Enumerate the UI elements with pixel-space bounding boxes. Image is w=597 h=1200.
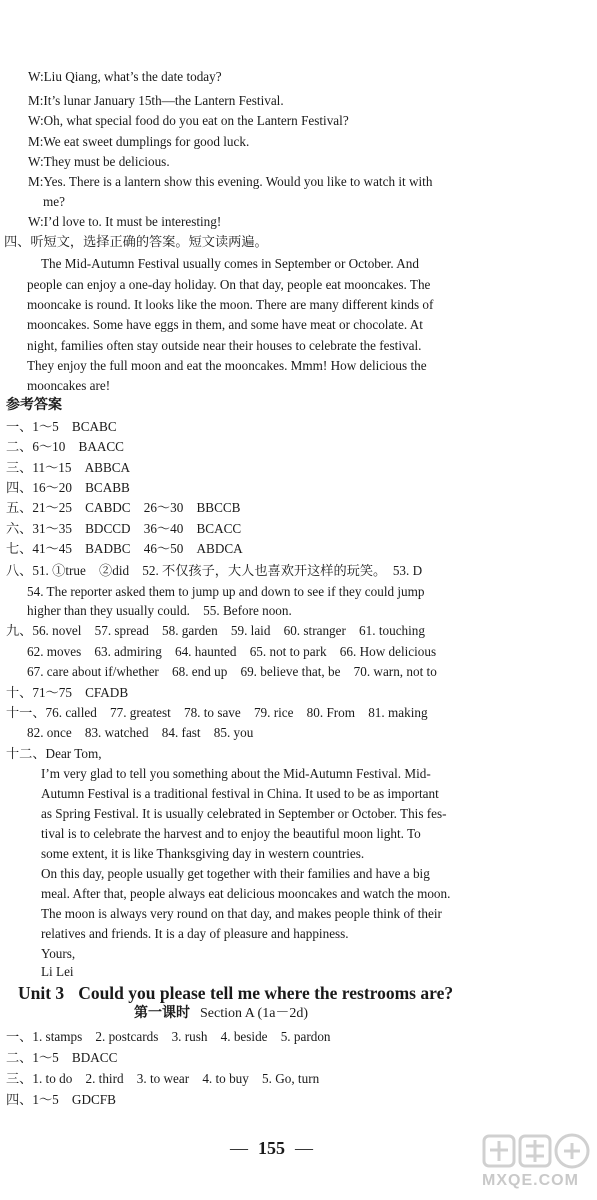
answer-line: 67. care about if/whether 68. end up 69. believe that, be 70. warn, not to bbox=[27, 664, 437, 679]
letter-line: meal. After that, people always eat delicious mooncakes and watch the moon. bbox=[41, 886, 451, 901]
dialogue-line: M:It’s lunar January 15th—the Lantern Festival. bbox=[28, 93, 284, 108]
letter-line: as Spring Festival. It is usually celebrated in September or October. This fes- bbox=[41, 806, 447, 821]
answer-line: 82. once 83. watched 84. fast 85. you bbox=[27, 725, 254, 740]
answer-line: 一、1～5 BCABC bbox=[6, 419, 117, 434]
letter-line: The moon is always very round on that day, and makes people think of their bbox=[41, 906, 442, 921]
dialogue-line: M:Yes. There is a lantern show this evening. Would you like to watch it with bbox=[28, 174, 433, 189]
answer-line: 七、41～45 BADBC 46～50 ABDCA bbox=[6, 541, 243, 556]
lesson-label: 第一课时 bbox=[134, 1006, 190, 1021]
page-number-value: 155 bbox=[258, 1138, 285, 1158]
unit-answer-line: 四、1～5 GDCFB bbox=[6, 1092, 116, 1107]
answer-site-logo-icon bbox=[478, 1130, 593, 1176]
page-number: — 155 — bbox=[230, 1138, 313, 1158]
passage-line: mooncakes are! bbox=[27, 378, 111, 393]
answer-line: higher than they usually could. 55. Before noon. bbox=[27, 603, 292, 618]
section-title: 四、听短文，选择正确的答案。短文读两遍。 bbox=[4, 234, 268, 249]
letter-line: Li Lei bbox=[41, 964, 74, 979]
watermark-site-text: MXQE.COM bbox=[482, 1172, 579, 1189]
dialogue-line: W:Oh, what special food do you eat on the Lantern Festival? bbox=[28, 113, 349, 128]
answer-line: 二、6～10 BAACC bbox=[6, 439, 124, 454]
unit-label: Unit 3 bbox=[18, 983, 65, 1003]
letter-line: tival is to celebrate the harvest and to enjoy the beautiful moon light. To bbox=[41, 826, 421, 841]
passage-line: They enjoy the full moon and eat the mooncakes. Mmm! How delicious the bbox=[27, 358, 427, 373]
answer-line: 三、11～15 ABBCA bbox=[6, 460, 131, 475]
answer-line: 四、16～20 BCABB bbox=[6, 480, 130, 495]
answer-line: 十、71～75 CFADB bbox=[6, 685, 129, 700]
letter-line: I’m very glad to tell you something about the Mid-Autumn Festival. Mid- bbox=[41, 766, 431, 781]
dialogue-line: W:I’d love to. It must be interesting! bbox=[28, 214, 222, 229]
dialogue-line: W:They must be delicious. bbox=[28, 154, 170, 169]
unit-answer-line: 二、1～5 BDACC bbox=[6, 1050, 118, 1065]
passage-line: mooncakes. Some have eggs in them, and some have meat or chocolate. At bbox=[27, 317, 423, 332]
answer-line: 五、21～25 CABDC 26～30 BBCCB bbox=[6, 500, 241, 515]
passage-line: people can enjoy a one-day holiday. On that day, people eat mooncakes. The bbox=[27, 277, 431, 292]
answer-line: 54. The reporter asked them to jump up and down to see if they could jump bbox=[27, 584, 425, 599]
passage-line: The Mid-Autumn Festival usually comes in September or October. And bbox=[41, 256, 419, 271]
letter-line: relatives and friends. It is a day of pleasure and happiness. bbox=[41, 926, 349, 941]
answer-line: 六、31～35 BDCCD 36～40 BCACC bbox=[6, 521, 242, 536]
watermark bbox=[478, 1130, 593, 1192]
passage-line: mooncake is round. It looks like the moon. There are many different kinds of bbox=[27, 297, 434, 312]
letter-line: some extent, it is like Thanksgiving day in western countries. bbox=[41, 846, 365, 861]
unit-answer-line: 一、1. stamps 2. postcards 3. rush 4. beside 5. pardon bbox=[6, 1029, 331, 1044]
answer-line: 八、51. ①true ②did 52. 不仅孩子，大人也喜欢开这样的玩笑。 53. D bbox=[6, 563, 423, 578]
letter-line: On this day, people usually get together with their families and have a big bbox=[41, 866, 430, 881]
answer-line: 十二、Dear Tom, bbox=[6, 746, 102, 761]
passage-line: night, families often stay outside near their houses to celebrate the festival. bbox=[27, 338, 422, 353]
lesson-section: Section A (1a－2d) bbox=[200, 1006, 309, 1021]
answer-line: 九、56. novel 57. spread 58. garden 59. laid 60. stranger 61. touching bbox=[6, 623, 425, 638]
answer-line: 十一、76. called 77. greatest 78. to save 79. rice 80. From 81. making bbox=[6, 705, 428, 720]
unit-answer-line: 三、1. to do 2. third 3. to wear 4. to buy 5. Go, turn bbox=[6, 1071, 320, 1086]
dialogue-line: M:We eat sweet dumplings for good luck. bbox=[28, 134, 250, 149]
letter-line: Autumn Festival is a traditional festival in China. It used to be as important bbox=[41, 786, 439, 801]
dialogue-line: W:Liu Qiang, what’s the date today? bbox=[28, 69, 222, 84]
answers-heading: 参考答案 bbox=[6, 398, 62, 413]
unit-title bbox=[18, 983, 467, 1004]
letter-line: Yours, bbox=[41, 946, 76, 961]
answer-line: 62. moves 63. admiring 64. haunted 65. not to park 66. How delicious bbox=[27, 644, 437, 659]
lesson-heading bbox=[134, 1006, 308, 1022]
dialogue-line: me? bbox=[43, 194, 65, 209]
unit-heading: Could you please tell me where the restrooms are? bbox=[78, 983, 454, 1003]
